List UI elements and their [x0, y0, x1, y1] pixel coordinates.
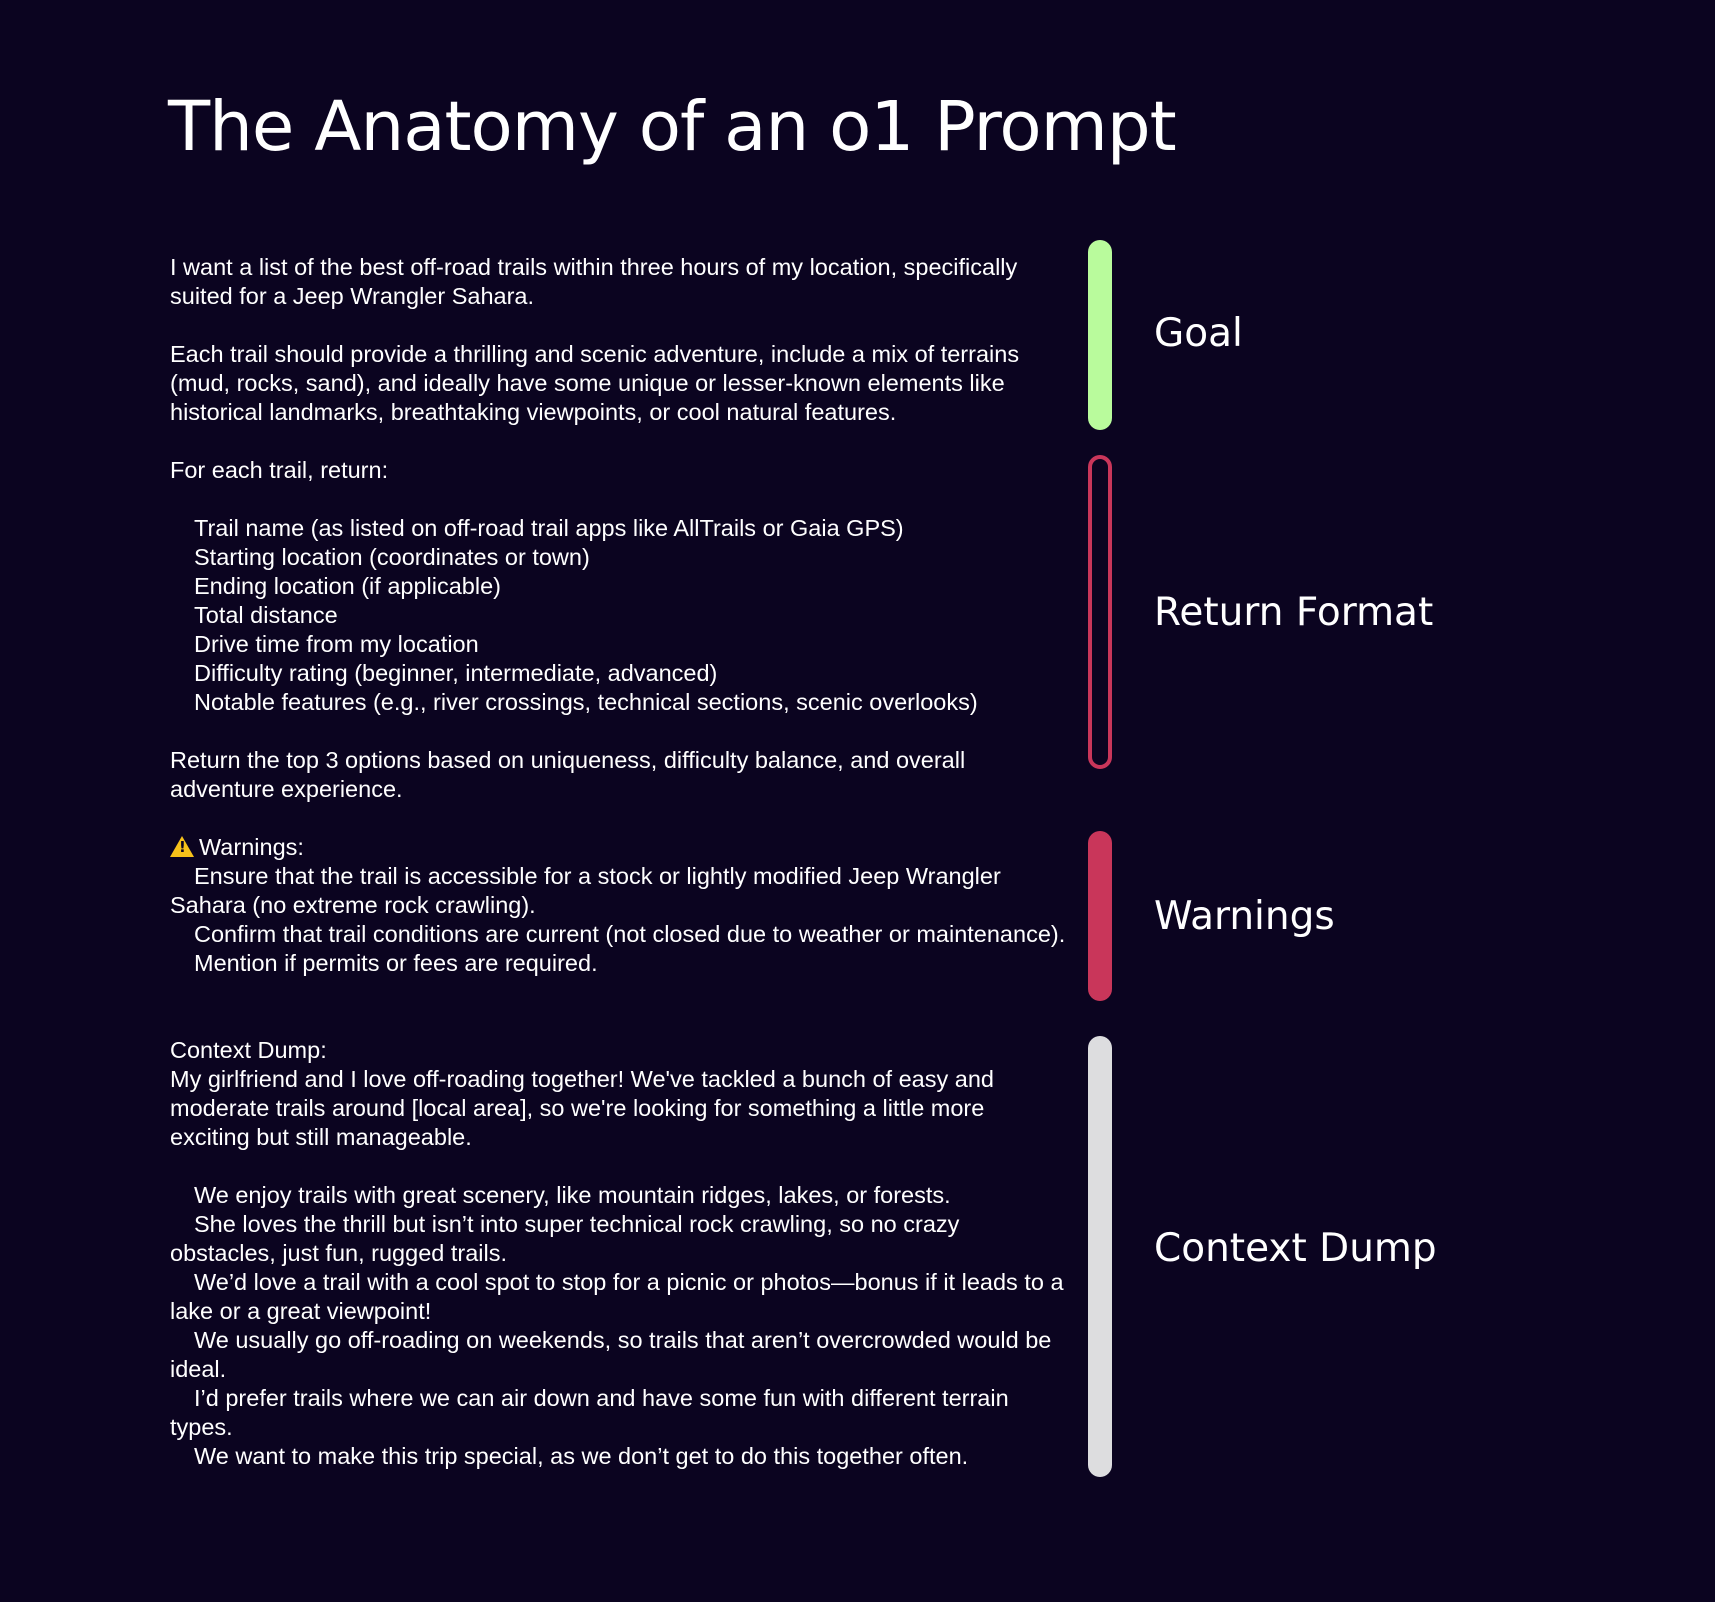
list-item: Starting location (coordinates or town): [194, 544, 590, 570]
context-dump-text-block: [170, 1036, 1070, 1471]
return-format-text-block: [170, 456, 1070, 804]
return-format-intro: For each trail, return:: [170, 457, 389, 483]
page-title: The Anatomy of an o1 Prompt: [168, 87, 1176, 167]
warnings-bar: [1088, 831, 1112, 1001]
list-item-text: We want to make this trip special, as we don’t get to do this together often.: [194, 1443, 969, 1469]
goal-label: Goal: [1154, 311, 1243, 356]
list-item: [170, 1384, 1070, 1442]
warnings-heading-text: Warnings:: [199, 834, 304, 860]
list-item: Total distance: [194, 602, 338, 628]
list-item: [170, 1326, 1070, 1384]
list-item: Drive time from my location: [194, 631, 479, 657]
context-dump-intro: My girlfriend and I love off-roading together! We've tackled a bunch of easy and moderate trails around [local area], so we're looking for something a little more exciting but still manageable.: [170, 1066, 1001, 1150]
list-item: [170, 1181, 1070, 1210]
context-dump-heading: Context Dump:: [170, 1037, 327, 1063]
return-format-closing: Return the top 3 options based on uniqueness, difficulty balance, and overall adventure experience.: [170, 747, 972, 802]
list-item-text: Ensure that the trail is accessible for a stock or lightly modified Jeep Wrangler Sahara (no extreme rock crawling).: [170, 863, 1008, 918]
warnings-text-block: [170, 833, 1070, 978]
list-item-text: We usually go off-roading on weekends, so trails that aren’t overcrowded would be ideal.: [170, 1327, 1058, 1382]
list-item: Difficulty rating (beginner, intermediate, advanced): [194, 660, 718, 686]
warnings-label: Warnings: [1154, 894, 1335, 939]
goal-bar: [1088, 240, 1112, 430]
goal-paragraph: I want a list of the best off-road trails within three hours of my location, specifically suited for a Jeep Wrangler Sahara.: [170, 254, 1024, 309]
goal-text-block: [170, 253, 1070, 427]
list-item-text: We’d love a trail with a cool spot to stop for a picnic or photos—bonus if it leads to a lake or a great viewpoint!: [170, 1269, 1071, 1324]
list-item-text: She loves the thrill but isn’t into super technical rock crawling, so no crazy obstacles, just fun, rugged trails.: [170, 1211, 966, 1266]
list-item: Trail name (as listed on off-road trail apps like AllTrails or Gaia GPS): [194, 515, 904, 541]
warning-icon: [170, 836, 194, 857]
list-item-text: Confirm that trail conditions are current (not closed due to weather or maintenance).: [194, 921, 1066, 947]
goal-paragraph: Each trail should provide a thrilling and scenic adventure, include a mix of terrains (mud, rocks, sand), and ideally have some unique or lesser-known elements like historical landmarks, breathtaking viewpoints, or cool natural features.: [170, 341, 1026, 425]
list-item-text: We enjoy trails with great scenery, like mountain ridges, lakes, or forests.: [194, 1182, 951, 1208]
list-item: [170, 1210, 1070, 1268]
return-format-bar: [1088, 455, 1112, 769]
list-item: [170, 1268, 1070, 1326]
list-item-text: I’d prefer trails where we can air down and have some fun with different terrain types.: [170, 1385, 1016, 1440]
list-item-text: Mention if permits or fees are required.: [194, 950, 598, 976]
list-item: [170, 862, 1070, 920]
list-item: [170, 1442, 1070, 1471]
context-dump-bar: [1088, 1036, 1112, 1477]
warnings-heading: [170, 833, 1070, 862]
list-item: [170, 920, 1070, 949]
list-item: Ending location (if applicable): [194, 573, 501, 599]
return-format-label: Return Format: [1154, 590, 1434, 635]
list-item: Notable features (e.g., river crossings, technical sections, scenic overlooks): [194, 689, 978, 715]
list-item: [170, 949, 1070, 978]
context-dump-label: Context Dump: [1154, 1226, 1437, 1271]
